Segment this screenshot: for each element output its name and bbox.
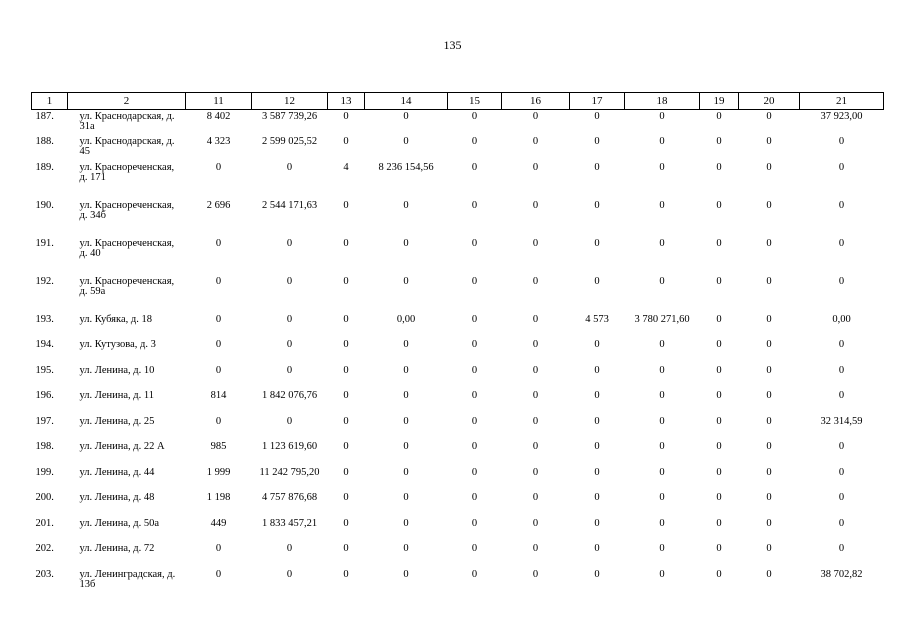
value-cell: 0 (838, 364, 845, 376)
value-cell: 0 (471, 111, 478, 122)
row-number-cell: 188. (35, 136, 54, 147)
value-cell: 0 (471, 313, 478, 325)
value-cell: 1 999 (206, 466, 231, 478)
value-cell: 0 (471, 161, 478, 173)
address-cell: ул. Краснореченская, д. 59а (79, 275, 175, 297)
value-cell: 0 (594, 275, 600, 287)
value-cell: 0 (766, 517, 772, 529)
table-row (32, 110, 884, 136)
value-cell: 0 (532, 339, 539, 350)
value-cell: 0 (766, 415, 772, 427)
row-number-cell: 198. (35, 441, 54, 452)
address-cell: ул. Ленина, д. 25 (79, 415, 155, 427)
value-cell: 0 (532, 390, 539, 401)
value-cell: 0 (659, 111, 665, 122)
value-cell: 0 (594, 199, 600, 211)
value-cell: 0 (838, 339, 845, 350)
value-cell: 0 (659, 441, 665, 452)
value-cell: 0 (838, 199, 845, 211)
value-cell: 0 (471, 568, 478, 580)
column-header: 13 (328, 93, 365, 110)
column-header: 18 (625, 93, 700, 110)
table-row (32, 364, 884, 390)
column-header: 1 (32, 93, 68, 110)
value-cell: 0 (343, 492, 349, 503)
row-number-cell: 203. (35, 568, 54, 580)
value-cell: 0 (343, 136, 349, 147)
column-header: 2 (68, 93, 186, 110)
value-cell: 0 (403, 517, 409, 529)
row-number-cell: 202. (35, 543, 54, 554)
value-cell: 0 (766, 364, 772, 376)
address-cell: ул. Краснодарская, д. 45 (79, 136, 175, 157)
value-cell: 38 702,82 (820, 568, 863, 580)
value-cell: 0 (286, 313, 293, 325)
value-cell: 0 (838, 543, 845, 554)
value-cell: 0 (659, 136, 665, 147)
value-cell: 0 (215, 568, 222, 580)
value-cell: 0 (343, 313, 349, 325)
value-cell: 0 (766, 313, 772, 325)
value-cell: 0 (403, 339, 409, 350)
value-cell: 0 (766, 275, 772, 287)
value-cell: 0 (716, 313, 722, 325)
column-header: 11 (186, 93, 252, 110)
value-cell: 0 (594, 111, 600, 122)
value-cell: 0 (659, 517, 665, 529)
value-cell: 0 (659, 568, 665, 580)
value-cell: 449 (210, 517, 227, 529)
value-cell: 0 (716, 111, 722, 122)
value-cell: 0 (594, 237, 600, 249)
value-cell: 0 (766, 543, 772, 554)
value-cell: 0 (659, 543, 665, 554)
value-cell: 0 (766, 390, 772, 401)
value-cell: 0 (343, 237, 349, 249)
value-cell: 0 (716, 568, 722, 580)
value-cell: 0 (343, 543, 349, 554)
table-row (32, 491, 884, 517)
row-number-cell: 193. (35, 313, 54, 325)
value-cell: 0 (766, 136, 772, 147)
row-number-cell: 201. (35, 517, 54, 529)
value-cell: 0 (838, 517, 845, 529)
value-cell: 0 (716, 136, 722, 147)
value-cell: 0 (215, 415, 222, 427)
value-cell: 0 (838, 237, 845, 249)
address-cell: ул. Ленина, д. 44 (79, 466, 155, 478)
table-row (32, 199, 884, 237)
value-cell: 0 (659, 466, 665, 478)
value-cell: 0 (286, 543, 293, 554)
value-cell: 1 842 076,76 (261, 390, 318, 401)
address-cell: ул. Ленина, д. 48 (79, 492, 155, 503)
value-cell: 0 (471, 364, 478, 376)
value-cell: 0 (716, 339, 722, 350)
value-cell: 0 (766, 199, 772, 211)
column-header: 20 (739, 93, 800, 110)
value-cell: 0 (659, 199, 665, 211)
value-cell: 0 (716, 492, 722, 503)
row-number-cell: 199. (35, 466, 54, 478)
value-cell: 0 (343, 517, 349, 529)
address-cell: ул. Ленина, д. 72 (79, 543, 155, 554)
table-row (32, 440, 884, 466)
value-cell: 0 (471, 275, 478, 287)
value-cell: 0 (343, 390, 349, 401)
value-cell: 0 (838, 492, 845, 503)
value-cell: 0 (403, 136, 409, 147)
value-cell: 32 314,59 (820, 415, 863, 427)
value-cell: 0 (659, 275, 665, 287)
value-cell: 0 (659, 237, 665, 249)
value-cell: 0 (343, 275, 349, 287)
value-cell: 0 (471, 390, 478, 401)
value-cell: 0 (471, 517, 478, 529)
value-cell: 0 (594, 517, 600, 529)
value-cell: 0 (403, 415, 409, 427)
value-cell: 0 (838, 466, 845, 478)
value-cell: 0 (716, 415, 722, 427)
value-cell: 0 (403, 237, 409, 249)
value-cell: 0 (403, 275, 409, 287)
address-cell: ул. Кутузова, д. 3 (79, 339, 156, 350)
value-cell: 0 (286, 161, 293, 173)
value-cell: 0 (215, 364, 222, 376)
value-cell: 0 (532, 568, 539, 580)
table-row (32, 542, 884, 568)
value-cell: 0 (532, 111, 539, 122)
value-cell: 0 (766, 568, 772, 580)
column-header: 15 (448, 93, 502, 110)
row-number-cell: 190. (35, 199, 54, 211)
value-cell: 0 (594, 441, 600, 452)
value-cell: 0 (215, 339, 222, 350)
value-cell: 0 (286, 237, 293, 249)
column-header: 21 (800, 93, 884, 110)
value-cell: 0 (766, 466, 772, 478)
value-cell: 8 236 154,56 (378, 161, 434, 173)
address-cell: ул. Ленина, д. 11 (79, 390, 154, 401)
table-row (32, 517, 884, 543)
value-cell: 0 (403, 390, 409, 401)
address-cell: ул. Ленина, д. 50а (79, 517, 160, 529)
value-cell: 0 (403, 199, 409, 211)
value-cell: 985 (210, 441, 227, 452)
value-cell: 37 923,00 (820, 111, 863, 122)
value-cell: 0 (594, 466, 600, 478)
value-cell: 0 (471, 492, 478, 503)
value-cell: 0 (659, 390, 665, 401)
value-cell: 0 (766, 339, 772, 350)
value-cell: 0 (215, 313, 222, 325)
value-cell: 0 (403, 466, 409, 478)
value-cell: 0 (659, 339, 665, 350)
value-cell: 0 (659, 415, 665, 427)
value-cell: 0 (471, 199, 478, 211)
value-cell: 0 (403, 364, 409, 376)
value-cell: 0 (215, 237, 222, 249)
value-cell: 0 (594, 543, 600, 554)
value-cell: 0 (716, 364, 722, 376)
value-cell: 0 (471, 441, 478, 452)
value-cell: 0 (215, 543, 222, 554)
value-cell: 0 (594, 364, 600, 376)
row-number-cell: 200. (35, 492, 54, 503)
address-cell: ул. Ленина, д. 10 (79, 364, 155, 376)
column-header: 19 (700, 93, 739, 110)
value-cell: 4 (343, 161, 349, 173)
value-cell: 1 198 (206, 492, 231, 503)
value-cell: 3 780 271,60 (634, 313, 690, 325)
value-cell: 0 (659, 364, 665, 376)
header-row (32, 93, 884, 110)
value-cell: 0 (215, 161, 222, 173)
table-row (32, 466, 884, 492)
row-number-cell: 196. (35, 390, 54, 401)
value-cell: 0 (716, 466, 722, 478)
value-cell: 4 573 (585, 313, 609, 325)
value-cell: 0 (532, 199, 539, 211)
value-cell: 0,00 (832, 313, 851, 325)
value-cell: 0 (594, 339, 600, 350)
value-cell: 8 402 (206, 111, 231, 122)
value-cell: 2 599 025,52 (261, 136, 318, 147)
value-cell: 0 (343, 466, 349, 478)
value-cell: 0 (343, 415, 349, 427)
value-cell: 0 (838, 275, 845, 287)
value-cell: 0 (716, 275, 722, 287)
value-cell: 0 (286, 364, 293, 376)
table-row (32, 275, 884, 313)
row-number-cell: 195. (35, 364, 54, 376)
value-cell: 0 (594, 161, 600, 173)
value-cell: 0 (343, 111, 349, 122)
row-number-cell: 194. (35, 339, 54, 350)
value-cell: 0 (532, 313, 539, 325)
table-row (32, 161, 884, 199)
table-row (32, 135, 884, 161)
column-header: 14 (365, 93, 448, 110)
row-number-cell: 187. (35, 111, 54, 122)
value-cell: 0 (471, 136, 478, 147)
table-row (32, 415, 884, 441)
address-cell: ул. Краснореченская, д. 34б (79, 199, 175, 221)
value-cell: 0 (286, 568, 293, 580)
value-cell: 0 (532, 161, 539, 173)
value-cell: 0 (532, 441, 539, 452)
value-cell: 0 (403, 441, 409, 452)
table-row (32, 313, 884, 339)
column-header: 16 (502, 93, 570, 110)
value-cell: 0 (532, 466, 539, 478)
address-cell: ул. Краснодарская, д. 31а (79, 111, 175, 132)
address-cell: ул. Ленина, д. 22 А (79, 441, 165, 452)
value-cell: 0 (471, 237, 478, 249)
value-cell: 0 (766, 492, 772, 503)
value-cell: 4 757 876,68 (261, 492, 318, 503)
value-cell: 0 (594, 492, 600, 503)
row-number-cell: 192. (35, 275, 54, 287)
value-cell: 0 (838, 136, 845, 147)
value-cell: 0 (343, 441, 349, 452)
value-cell: 0 (716, 517, 722, 529)
value-cell: 0 (532, 275, 539, 287)
column-header: 17 (570, 93, 625, 110)
value-cell: 0 (766, 237, 772, 249)
value-cell: 0 (716, 199, 722, 211)
address-cell: ул. Кубяка, д. 18 (79, 313, 152, 325)
value-cell: 0 (532, 136, 539, 147)
table-row (32, 568, 884, 594)
value-cell: 0 (343, 364, 349, 376)
value-cell: 0 (532, 237, 539, 249)
value-cell: 0 (471, 466, 478, 478)
value-cell: 0 (532, 492, 539, 503)
value-cell: 3 587 739,26 (261, 111, 318, 122)
value-cell: 0 (403, 111, 409, 122)
value-cell: 0 (766, 161, 772, 173)
value-cell: 0 (471, 339, 478, 350)
value-cell: 0 (532, 415, 539, 427)
address-cell: ул. Краснореченская, д. 40 (79, 237, 175, 259)
value-cell: 0 (594, 136, 600, 147)
address-cell: ул. Ленинградская, д. 13б (79, 568, 176, 590)
value-cell: 0 (716, 441, 722, 452)
value-cell: 0 (659, 161, 665, 173)
value-cell: 0 (532, 543, 539, 554)
value-cell: 0 (343, 339, 349, 350)
value-cell: 0 (838, 390, 845, 401)
value-cell: 814 (210, 390, 227, 401)
value-cell: 0 (594, 415, 600, 427)
row-number-cell: 189. (35, 161, 54, 173)
value-cell: 2 544 171,63 (261, 199, 318, 211)
table-row (32, 237, 884, 275)
value-cell: 2 696 (206, 199, 231, 211)
value-cell: 0 (215, 275, 222, 287)
table-body (32, 110, 884, 594)
value-cell: 0 (532, 364, 539, 376)
value-cell: 0 (286, 339, 293, 350)
value-cell: 1 123 619,60 (261, 441, 318, 452)
value-cell: 0 (594, 568, 600, 580)
row-number-cell: 197. (35, 415, 54, 427)
row-number-cell: 191. (35, 237, 54, 249)
value-cell: 0 (766, 441, 772, 452)
table-row (32, 389, 884, 415)
value-cell: 0 (403, 543, 409, 554)
value-cell: 1 833 457,21 (261, 517, 318, 529)
value-cell: 0 (838, 161, 845, 173)
value-cell: 0 (343, 199, 349, 211)
value-cell: 0 (716, 543, 722, 554)
value-cell: 0 (471, 415, 478, 427)
address-cell: ул. Краснореченская, д. 171 (79, 161, 175, 183)
value-cell: 11 242 795,20 (259, 466, 320, 478)
value-cell: 0 (471, 543, 478, 554)
value-cell: 0,00 (396, 313, 416, 325)
value-cell: 0 (286, 415, 293, 427)
value-cell: 0 (766, 111, 772, 122)
value-cell: 0 (716, 161, 722, 173)
value-cell: 4 323 (206, 136, 231, 147)
value-cell: 0 (659, 492, 665, 503)
value-cell: 0 (716, 237, 722, 249)
column-header: 12 (252, 93, 328, 110)
value-cell: 0 (716, 390, 722, 401)
value-cell: 0 (343, 568, 349, 580)
value-cell: 0 (403, 568, 409, 580)
table-row (32, 338, 884, 364)
value-cell: 0 (532, 517, 539, 529)
value-cell: 0 (594, 390, 600, 401)
value-cell: 0 (838, 441, 845, 452)
value-cell: 0 (286, 275, 293, 287)
page-number: 135 (443, 38, 462, 52)
value-cell: 0 (403, 492, 409, 503)
data-table (31, 92, 884, 593)
